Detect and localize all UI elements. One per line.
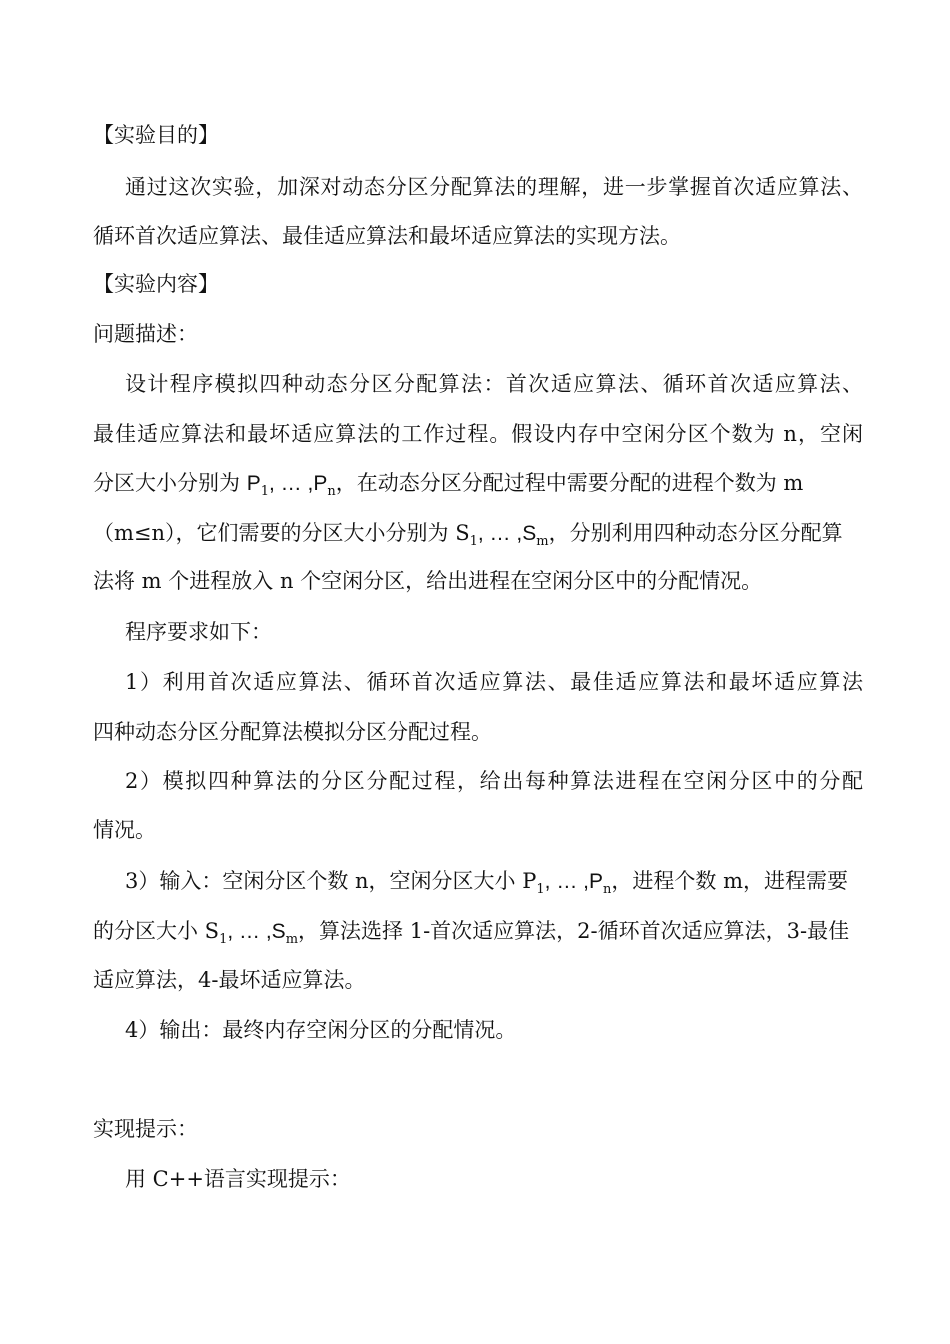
problem-line-5: 法将 m 个进程放入 n 个空闲分区，给出进程在空闲分区中的分配情况。: [93, 569, 763, 593]
req3-line-2: [93, 916, 863, 947]
heading-purpose: 【实验目的】: [93, 123, 219, 147]
subscript-m: m: [285, 932, 299, 947]
problem-line-4: [93, 518, 863, 549]
req2-line-2: 情况。: [93, 818, 156, 842]
req1-line-2: 四种动态分区分配算法模拟分区分配过程。: [93, 720, 492, 744]
problem-line-2: 最佳适应算法和最坏适应算法的工作过程。假设内存中空闲分区个数为 n，空闲: [93, 422, 863, 446]
subscript-m: m: [536, 534, 549, 549]
problem-line-3-a: 分区大小分别为: [93, 471, 247, 495]
problem-line-4-a: （m≤n），它们需要的分区大小分别为 S: [93, 521, 470, 545]
problem-line-3: [93, 468, 863, 499]
subscript-n: n: [603, 882, 612, 897]
requirements-label: 程序要求如下：: [125, 620, 272, 644]
req3-line-3: 适应算法，4-最坏适应算法。: [93, 968, 366, 992]
heading-content: 【实验内容】: [93, 272, 219, 296]
req3-line-2-a: 的分区大小 S: [93, 919, 220, 943]
req3-line-1: [125, 866, 863, 897]
hint-line: 用 C++语言实现提示：: [125, 1167, 351, 1191]
hint-label: 实现提示：: [93, 1117, 198, 1141]
req3-line-1-b: ，进程个数 m，进程需要: [611, 869, 848, 893]
ellipsis-s: , … ,S: [477, 522, 537, 545]
problem-line-4-b: ，分别利用四种动态分区分配算: [548, 521, 843, 545]
problem-line-3-b: ，在动态分区分配过程中需要分配的进程个数为 m: [335, 471, 804, 495]
subscript-n: n: [327, 484, 336, 499]
ellipsis-p: , … ,P: [268, 472, 328, 495]
req4-line: 4）输出：最终内存空闲分区的分配情况。: [125, 1018, 517, 1042]
var-p: P: [246, 472, 261, 495]
purpose-line-1: 通过这次实验，加深对动态分区分配算法的理解，进一步掌握首次适应算法、: [125, 175, 863, 199]
req3-line-2-b: ，算法选择 1-首次适应算法，2-循环首次适应算法，3-最佳: [298, 919, 850, 943]
problem-line-1: 设计程序模拟四种动态分区分配算法：首次适应算法、循环首次适应算法、: [125, 372, 863, 396]
problem-label: 问题描述：: [93, 322, 198, 346]
ellipsis-p: , … ,P: [544, 870, 604, 893]
subscript-1: 1: [260, 484, 269, 499]
req2-line-1: 2）模拟四种算法的分区分配过程，给出每种算法进程在空闲分区中的分配: [125, 769, 863, 793]
subscript-1: 1: [536, 882, 545, 897]
subscript-1: 1: [219, 932, 228, 947]
purpose-line-2: 循环首次适应算法、最佳适应算法和最坏适应算法的实现方法。: [93, 224, 681, 248]
subscript-1: 1: [469, 534, 478, 549]
req1-line-1: 1）利用首次适应算法、循环首次适应算法、最佳适应算法和最坏适应算法: [125, 670, 863, 694]
req3-line-1-a: 3）输入：空闲分区个数 n，空闲分区大小 P: [125, 869, 537, 893]
ellipsis-s: , … ,S: [227, 920, 286, 943]
